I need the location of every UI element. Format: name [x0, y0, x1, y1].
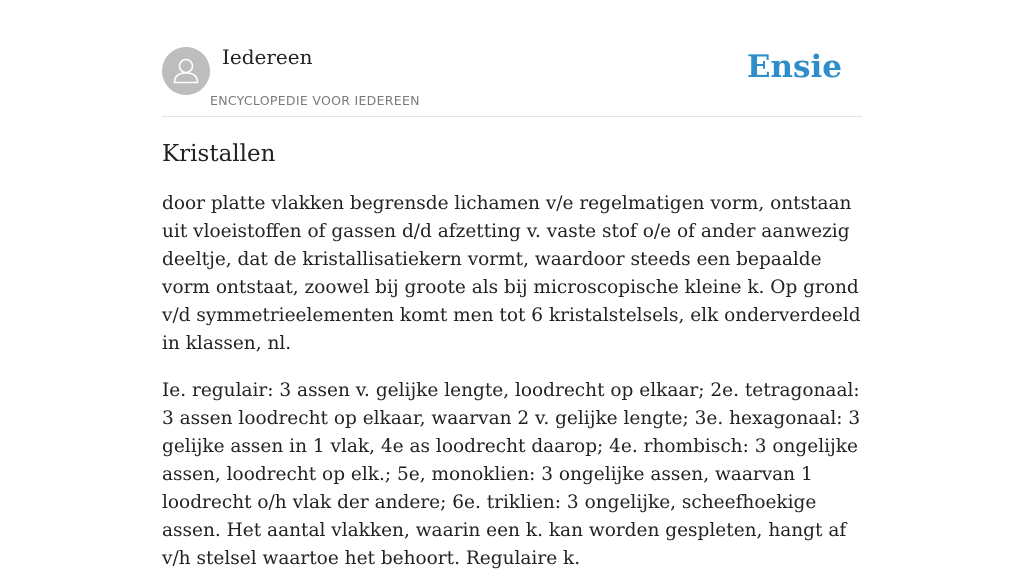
author-name[interactable]: Iedereen: [222, 45, 313, 69]
avatar[interactable]: [162, 47, 210, 95]
article-paragraph: door platte vlakken begrensde lichamen v/e regelmatigen vorm, ontstaan uit vloeistoffen of gassen d/d afzetting v. vaste stof o/e of ander aanwezig deeltje, dat de kristallisatiekern vormt, waardoor steeds een bepaalde vorm ontstaat, zoowel bij groote als bij microscopische kleine k. Op grond v/d symmetrieelementen komt men tot 6 kristalstelsels, elk onderverdeeld in klassen, nl.: [162, 193, 861, 354]
article: [162, 136, 864, 573]
article-paragraph: Ie. regulair: 3 assen v. gelijke lengte, loodrecht op elkaar; 2e. tetragonaal: 3 assen loodrecht op elkaar, waarvan 2 v. gelijke lengte; 3e. hexagonaal: 3 gelijke assen in 1 vlak, 4e as loodrecht daarop; 4e. rhombisch: 3 ongelijke assen, loodrecht op elk.; 5e, monoklien: 3 ongelijke assen, waarvan 1 loodrecht o/h vlak der andere; 6e. triklien: 3 ongelijke, scheefhoekige assen. Het aantal vlakken, waarin een k. kan worden gespleten, hangt af v/h stelsel waartoe het behoort. Regulaire k.: [162, 380, 861, 569]
author-subtitle: ENCYCLOPEDIE VOOR IEDEREEN: [210, 93, 420, 108]
header: [162, 0, 862, 117]
article-title: Kristallen: [162, 141, 276, 167]
user-icon: [162, 47, 210, 95]
brand-logo[interactable]: Ensie: [746, 49, 842, 85]
